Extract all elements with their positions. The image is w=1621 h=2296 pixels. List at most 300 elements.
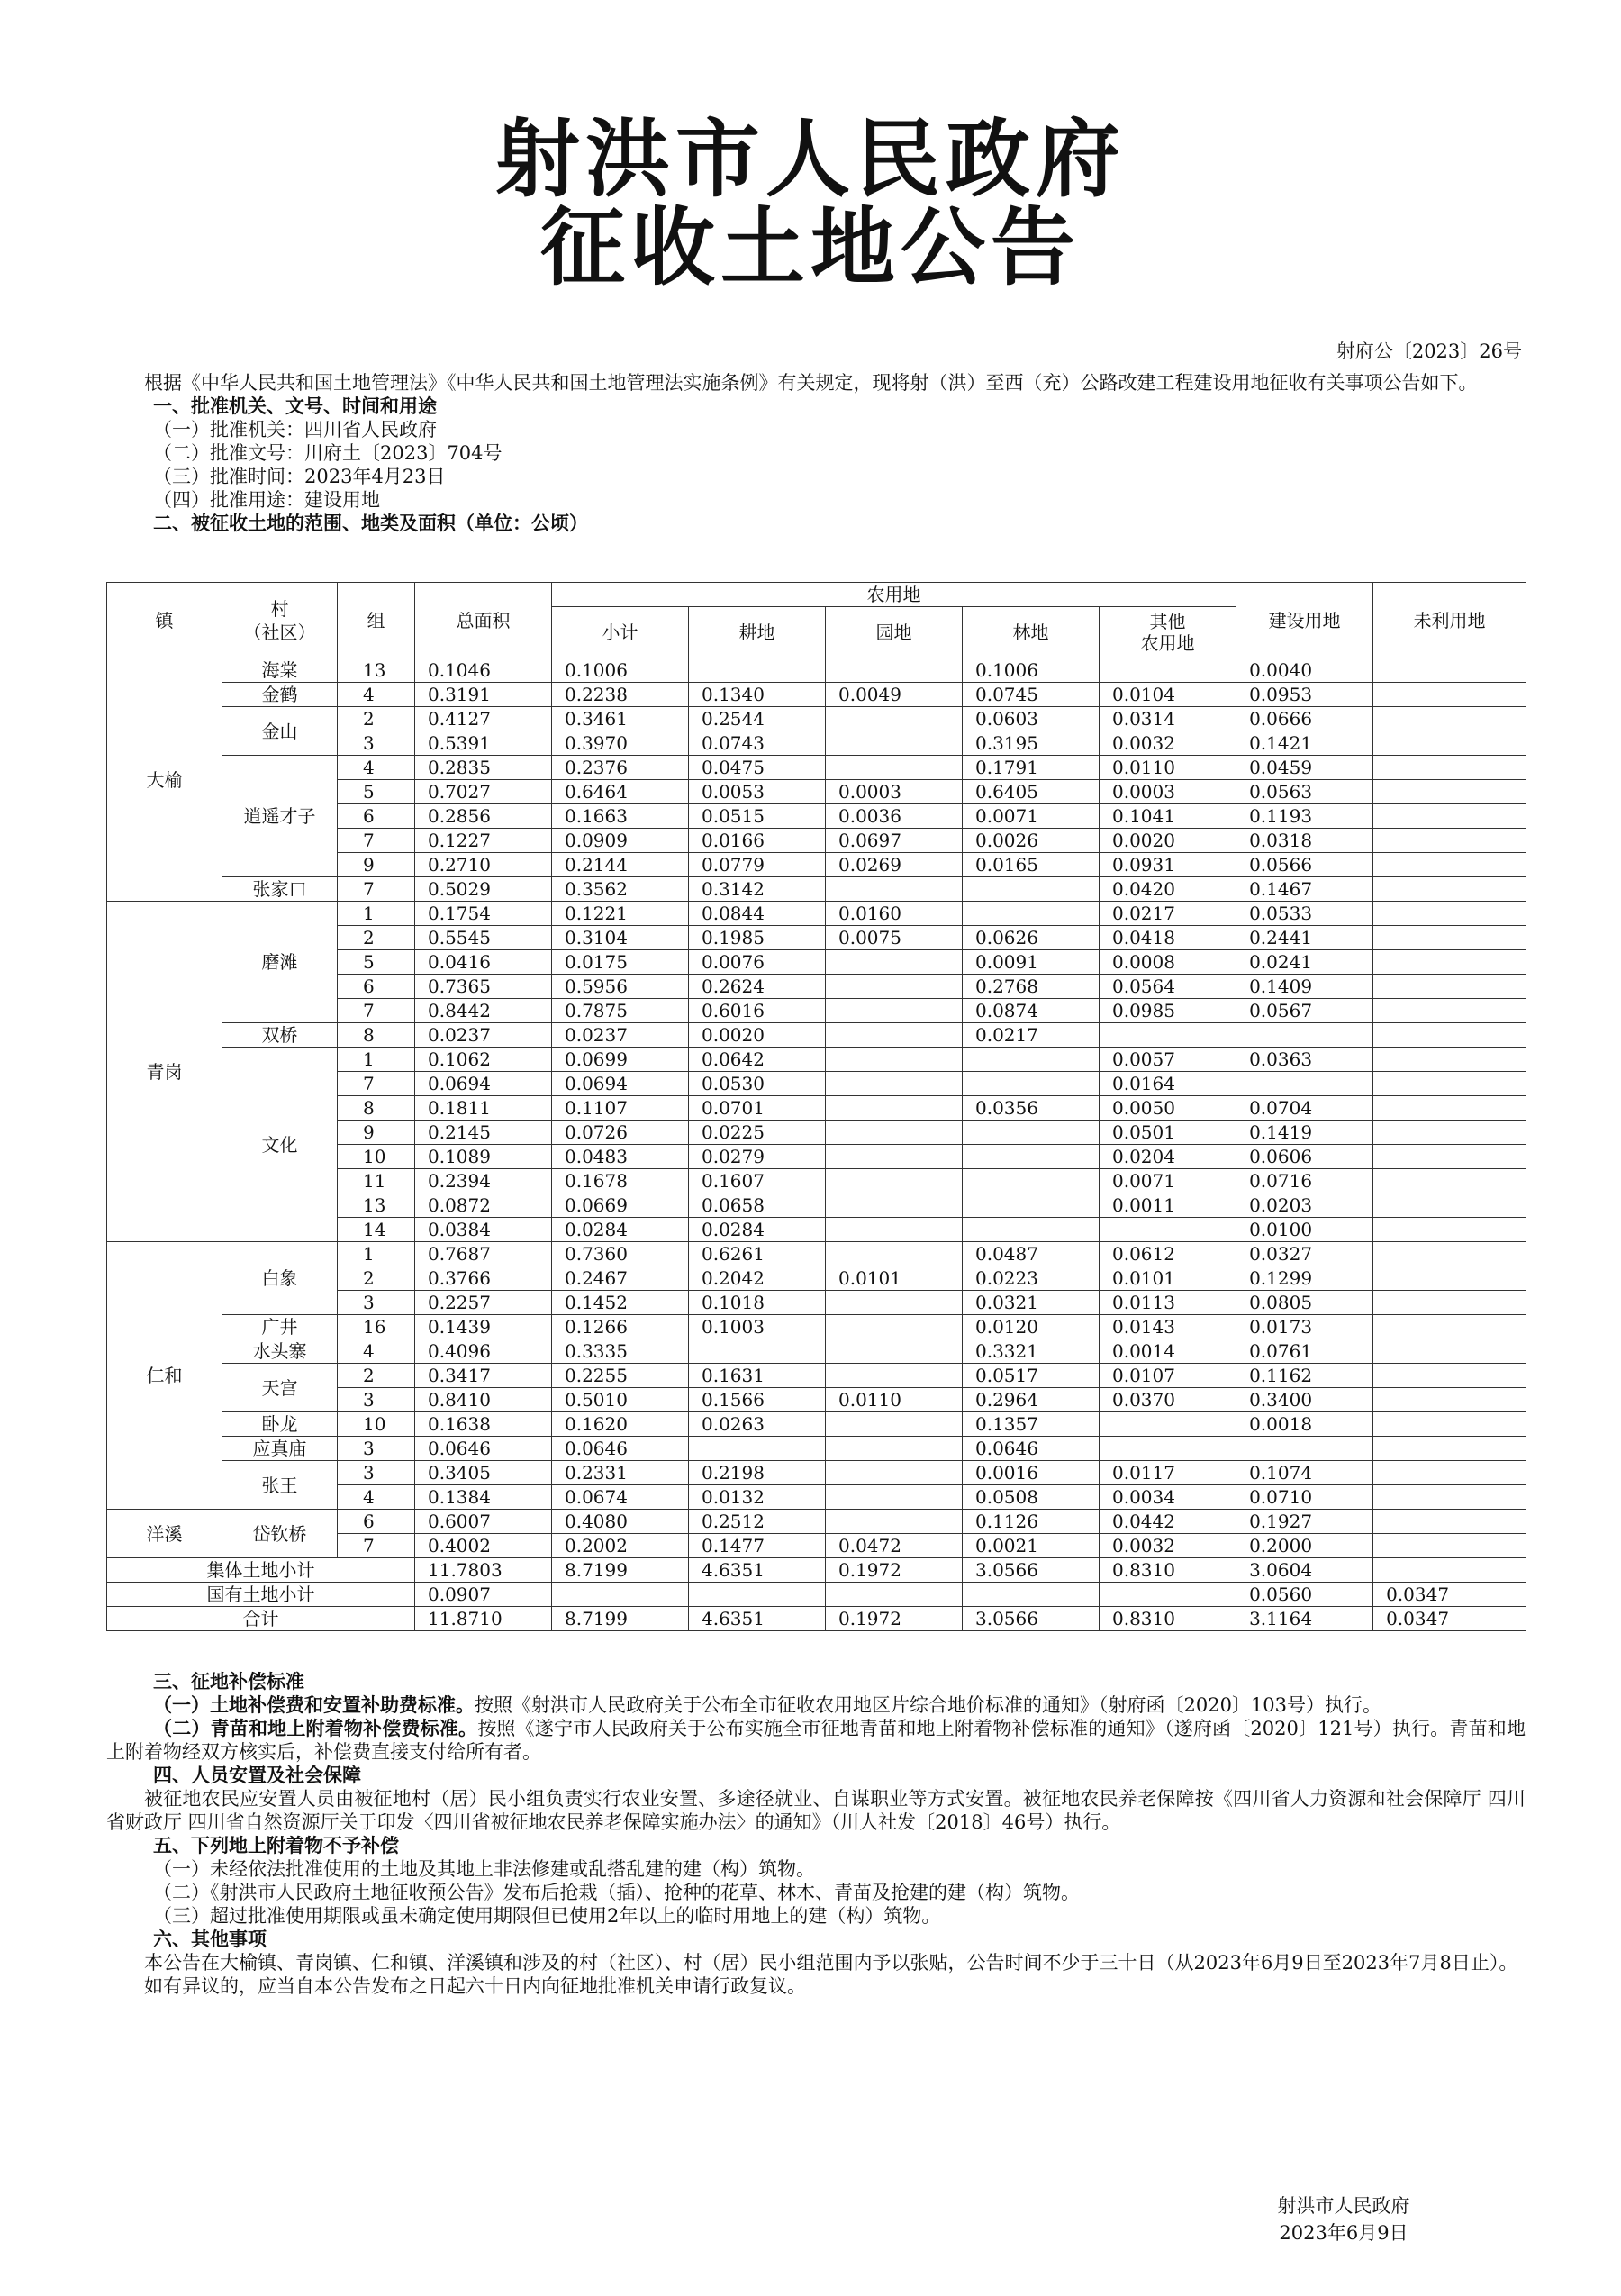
cell-value: 0.0626 (963, 926, 1100, 950)
summary-row (107, 1558, 1526, 1583)
cell-value: 0.0704 (1236, 1096, 1373, 1121)
section-4-heading: 四、人员安置及社会保障 (153, 1765, 361, 1786)
cell-value (826, 1242, 963, 1266)
cell-value: 0.0003 (826, 780, 963, 804)
cell-value (826, 999, 963, 1023)
cell-value: 0.5029 (415, 877, 552, 902)
cell-value: 0.0026 (963, 829, 1100, 853)
cell-value: 0.0011 (1100, 1193, 1236, 1218)
summary-value: 0.8310 (1100, 1607, 1236, 1631)
cell-value (1236, 1072, 1373, 1096)
cell-value (1373, 707, 1526, 731)
cell-value: 0.7365 (415, 975, 552, 999)
cell-value: 0.0745 (963, 683, 1100, 707)
cell-value (963, 1169, 1100, 1193)
cell-value: 0.0107 (1100, 1364, 1236, 1388)
cell-value: 0.1985 (689, 926, 826, 950)
cell-value: 0.1126 (963, 1510, 1100, 1534)
cell-value: 0.0418 (1100, 926, 1236, 950)
header-group: 组 (338, 583, 415, 658)
document-number: 射府公〔2023〕26号 (1336, 340, 1522, 362)
summary-value: 0.0560 (1236, 1583, 1373, 1607)
cell-group: 4 (338, 1339, 415, 1364)
cell-value: 0.1003 (689, 1315, 826, 1339)
cell-group: 3 (338, 731, 415, 756)
section-1-item: （三）批准时间：2023年4月23日 (153, 466, 446, 487)
cell-value (1373, 1242, 1526, 1266)
cell-value: 0.0508 (963, 1485, 1100, 1510)
cell-value: 0.0057 (1100, 1048, 1236, 1072)
cell-value (963, 1193, 1100, 1218)
summary-value: 11.7803 (415, 1558, 552, 1583)
cell-group: 5 (338, 780, 415, 804)
cell-value: 0.0646 (963, 1437, 1100, 1461)
cell-village: 海棠 (222, 658, 338, 683)
cell-value (826, 877, 963, 902)
cell-value: 0.1421 (1236, 731, 1373, 756)
cell-value: 0.6464 (552, 780, 689, 804)
summary-value (826, 1583, 963, 1607)
cell-value: 0.0515 (689, 804, 826, 829)
summary-row (107, 1583, 1526, 1607)
header-unused: 未利用地 (1373, 583, 1526, 658)
cell-value (1100, 1023, 1236, 1048)
summary-value (1100, 1583, 1236, 1607)
cell-value: 0.2512 (689, 1510, 826, 1534)
cell-value: 0.0416 (415, 950, 552, 975)
intro-paragraph: 根据《中华人民共和国土地管理法》《中华人民共和国土地管理法实施条例》有关规定，现将射（洪）至西（充）公路改建工程建设用地征收有关事项公告如下。 (144, 372, 1478, 394)
cell-value: 0.0321 (963, 1291, 1100, 1315)
cell-value: 0.1107 (552, 1096, 689, 1121)
cell-value (1373, 1193, 1526, 1218)
cell-group: 2 (338, 926, 415, 950)
cell-value (963, 877, 1100, 902)
cell-value: 0.0263 (689, 1412, 826, 1437)
cell-value (1373, 853, 1526, 877)
cell-group: 8 (338, 1096, 415, 1121)
cell-value: 0.1791 (963, 756, 1100, 780)
cell-value: 0.0132 (689, 1485, 826, 1510)
cell-value: 0.0674 (552, 1485, 689, 1510)
cell-value (826, 756, 963, 780)
cell-value (1100, 1437, 1236, 1461)
cell-value: 0.3400 (1236, 1388, 1373, 1412)
cell-group: 2 (338, 707, 415, 731)
cell-value: 0.3195 (963, 731, 1100, 756)
signature-block (1245, 2192, 1443, 2246)
cell-value: 0.2145 (415, 1121, 552, 1145)
cell-value: 0.0646 (552, 1437, 689, 1461)
section-1-heading: 一、批准机关、文号、时间和用途 (153, 395, 437, 417)
cell-value (1373, 902, 1526, 926)
cell-group: 13 (338, 1193, 415, 1218)
cell-value: 0.0018 (1236, 1412, 1373, 1437)
cell-value: 0.5956 (552, 975, 689, 999)
cell-value (826, 1145, 963, 1169)
cell-value (1373, 1169, 1526, 1193)
cell-value (963, 1218, 1100, 1242)
cell-value: 0.0008 (1100, 950, 1236, 975)
cell-group: 4 (338, 683, 415, 707)
cell-value: 0.0530 (689, 1072, 826, 1096)
cell-value: 0.0669 (552, 1193, 689, 1218)
section-5-heading: 五、下列地上附着物不予补偿 (153, 1835, 399, 1856)
cell-value (826, 1291, 963, 1315)
summary-value: 3.0566 (963, 1558, 1100, 1583)
cell-value (826, 1193, 963, 1218)
cell-value: 0.2856 (415, 804, 552, 829)
cell-group: 6 (338, 1510, 415, 1534)
table-row (107, 658, 1526, 683)
cell-value (1373, 683, 1526, 707)
cell-value: 0.1811 (415, 1096, 552, 1121)
cell-group: 8 (338, 1023, 415, 1048)
cell-value (1373, 1485, 1526, 1510)
cell-value: 0.0165 (963, 853, 1100, 877)
cell-value: 0.1409 (1236, 975, 1373, 999)
cell-value: 0.7687 (415, 1242, 552, 1266)
cell-value: 0.3191 (415, 683, 552, 707)
cell-value: 0.2002 (552, 1534, 689, 1558)
cell-value: 0.0805 (1236, 1291, 1373, 1315)
summary-label: 合计 (107, 1607, 415, 1631)
cell-value (1373, 731, 1526, 756)
cell-group: 3 (338, 1291, 415, 1315)
summary-value (552, 1583, 689, 1607)
cell-village: 白象 (222, 1242, 338, 1315)
cell-value (1373, 756, 1526, 780)
cell-value: 0.1384 (415, 1485, 552, 1510)
cell-value: 0.3104 (552, 926, 689, 950)
cell-group: 7 (338, 877, 415, 902)
cell-value: 0.1340 (689, 683, 826, 707)
land-table (106, 582, 1526, 1631)
cell-value: 0.0384 (415, 1218, 552, 1242)
cell-value (1373, 1121, 1526, 1145)
cell-value: 0.1299 (1236, 1266, 1373, 1291)
cell-value: 0.1566 (689, 1388, 826, 1412)
cell-value: 0.7360 (552, 1242, 689, 1266)
cell-value: 0.2000 (1236, 1534, 1373, 1558)
cell-value (826, 1218, 963, 1242)
cell-value (1100, 658, 1236, 683)
cell-value: 0.8442 (415, 999, 552, 1023)
cell-group: 2 (338, 1266, 415, 1291)
table-row (107, 1461, 1526, 1485)
cell-value: 0.8410 (415, 1388, 552, 1412)
cell-value: 0.0110 (1100, 756, 1236, 780)
cell-value: 0.0050 (1100, 1096, 1236, 1121)
table-row (107, 1023, 1526, 1048)
cell-value: 0.2198 (689, 1461, 826, 1485)
summary-label: 集体土地小计 (107, 1558, 415, 1583)
cell-village: 卧龙 (222, 1412, 338, 1437)
cell-value: 0.7875 (552, 999, 689, 1023)
cell-value: 0.0475 (689, 756, 826, 780)
cell-town: 大榆 (107, 658, 222, 902)
section-1-item: （二）批准文号：川府土〔2023〕704号 (153, 442, 503, 464)
cell-group: 2 (338, 1364, 415, 1388)
cell-value: 0.0710 (1236, 1485, 1373, 1510)
cell-value: 0.0501 (1100, 1121, 1236, 1145)
cell-value (826, 707, 963, 731)
cell-value: 0.0223 (963, 1266, 1100, 1291)
cell-value: 0.0034 (1100, 1485, 1236, 1510)
cell-value: 0.0642 (689, 1048, 826, 1072)
cell-group: 16 (338, 1315, 415, 1339)
cell-value: 0.1678 (552, 1169, 689, 1193)
table-row (107, 902, 1526, 926)
cell-value: 0.0931 (1100, 853, 1236, 877)
cell-value: 0.2544 (689, 707, 826, 731)
cell-group: 1 (338, 1242, 415, 1266)
cell-value: 0.0040 (1236, 658, 1373, 683)
cell-value (1373, 1412, 1526, 1437)
cell-value: 0.0237 (552, 1023, 689, 1048)
cell-value: 0.2257 (415, 1291, 552, 1315)
cell-value: 0.0483 (552, 1145, 689, 1169)
cell-value (1236, 1023, 1373, 1048)
cell-village: 逍遥才子 (222, 756, 338, 877)
header-total: 总面积 (415, 583, 552, 658)
cell-value (1373, 1023, 1526, 1048)
table-row (107, 1339, 1526, 1364)
cell-value: 0.4096 (415, 1339, 552, 1364)
cell-value: 0.4127 (415, 707, 552, 731)
cell-value: 0.0567 (1236, 999, 1373, 1023)
cell-value: 0.0241 (1236, 950, 1373, 975)
cell-village: 天宫 (222, 1364, 338, 1412)
cell-value (1373, 1072, 1526, 1096)
summary-value: 11.8710 (415, 1607, 552, 1631)
cell-village: 广井 (222, 1315, 338, 1339)
summary-value: 0.8310 (1100, 1558, 1236, 1583)
summary-value (1373, 1558, 1526, 1583)
header-other-agri: 其他 农用地 (1100, 607, 1236, 658)
cell-value: 0.0363 (1236, 1048, 1373, 1072)
cell-value (826, 731, 963, 756)
cell-value: 0.1227 (415, 829, 552, 853)
cell-village: 文化 (222, 1048, 338, 1242)
cell-value: 0.2441 (1236, 926, 1373, 950)
summary-value (689, 1583, 826, 1607)
summary-value: 3.0604 (1236, 1558, 1373, 1583)
summary-value: 8.7199 (552, 1607, 689, 1631)
cell-village: 水头寨 (222, 1339, 338, 1364)
header-garden: 园地 (826, 607, 963, 658)
cell-value: 0.0101 (1100, 1266, 1236, 1291)
summary-value: 3.0566 (963, 1607, 1100, 1631)
cell-value: 0.0726 (552, 1121, 689, 1145)
table-row (107, 756, 1526, 780)
summary-value: 0.0907 (415, 1583, 552, 1607)
cell-value: 0.4002 (415, 1534, 552, 1558)
table-row (107, 1315, 1526, 1339)
cell-value: 0.3766 (415, 1266, 552, 1291)
cell-village: 张王 (222, 1461, 338, 1510)
cell-value: 0.0606 (1236, 1145, 1373, 1169)
cell-value: 0.0166 (689, 829, 826, 853)
cell-value: 0.0075 (826, 926, 963, 950)
cell-group: 3 (338, 1388, 415, 1412)
cell-group: 4 (338, 756, 415, 780)
cell-value: 0.2394 (415, 1169, 552, 1193)
summary-label: 国有土地小计 (107, 1583, 415, 1607)
cell-value: 0.2768 (963, 975, 1100, 999)
cell-group: 11 (338, 1169, 415, 1193)
cell-value: 0.3142 (689, 877, 826, 902)
title-line-2: 征收土地公告 (539, 198, 1081, 297)
table-row (107, 683, 1526, 707)
cell-value (1373, 1315, 1526, 1339)
cell-value: 0.0091 (963, 950, 1100, 975)
header-village: 村 （社区） (222, 583, 338, 658)
cell-value: 0.0442 (1100, 1510, 1236, 1534)
sections-block (106, 1670, 1526, 1998)
cell-value: 0.0563 (1236, 780, 1373, 804)
cell-value: 0.1754 (415, 902, 552, 926)
cell-value (1373, 1364, 1526, 1388)
cell-value: 0.3321 (963, 1339, 1100, 1364)
cell-town: 仁和 (107, 1242, 222, 1510)
cell-value: 0.0175 (552, 950, 689, 975)
cell-value (826, 1461, 963, 1485)
cell-value: 0.0603 (963, 707, 1100, 731)
cell-value (1373, 1145, 1526, 1169)
cell-group: 13 (338, 658, 415, 683)
cell-value (826, 1485, 963, 1510)
signature-org: 射洪市人民政府 (1277, 2195, 1410, 2217)
cell-value: 0.0564 (1100, 975, 1236, 999)
summary-value: 0.0347 (1373, 1583, 1526, 1607)
cell-value: 0.2710 (415, 853, 552, 877)
section-3-para-1: （一）土地补偿费和安置补助费标准。按照《射洪市人民政府关于公布全市征收农用地区片综合地价标准的通知》（射府函〔2020〕103号）执行。 (153, 1694, 1382, 1716)
cell-value: 0.0049 (826, 683, 963, 707)
cell-value: 0.1631 (689, 1364, 826, 1388)
cell-value (1373, 1266, 1526, 1291)
section-5-item: （一）未经依法批准使用的土地及其地上非法修建或乱搭乱建的建（构）筑物。 (153, 1858, 815, 1880)
cell-value (1373, 1291, 1526, 1315)
cell-value (1373, 1388, 1526, 1412)
cell-value: 0.0225 (689, 1121, 826, 1145)
cell-value: 0.2835 (415, 756, 552, 780)
cell-value (826, 1339, 963, 1364)
section-5-item: （三）超过批准使用期限或虽未确定使用期限但已使用2年以上的临时用地上的建（构）筑物。 (153, 1905, 941, 1927)
cell-group: 9 (338, 1121, 415, 1145)
cell-value (826, 1510, 963, 1534)
cell-value (826, 1315, 963, 1339)
cell-value: 0.2144 (552, 853, 689, 877)
table-row (107, 1437, 1526, 1461)
cell-value: 0.0472 (826, 1534, 963, 1558)
table-row (107, 1510, 1526, 1534)
cell-value: 0.0237 (415, 1023, 552, 1048)
cell-value: 0.2376 (552, 756, 689, 780)
cell-village: 张家口 (222, 877, 338, 902)
cell-value: 0.2624 (689, 975, 826, 999)
cell-value (1373, 926, 1526, 950)
cell-value: 0.6261 (689, 1242, 826, 1266)
cell-value: 0.1006 (552, 658, 689, 683)
cell-value: 0.2964 (963, 1388, 1100, 1412)
table-row (107, 1412, 1526, 1437)
header-construction: 建设用地 (1236, 583, 1373, 658)
cell-value: 0.0032 (1100, 731, 1236, 756)
section-3-heading: 三、征地补偿标准 (153, 1671, 304, 1693)
cell-value: 0.0716 (1236, 1169, 1373, 1193)
cell-value: 0.1357 (963, 1412, 1100, 1437)
cell-value (1373, 1048, 1526, 1072)
cell-value: 0.1927 (1236, 1510, 1373, 1534)
cell-value: 0.1046 (415, 658, 552, 683)
cell-group: 5 (338, 950, 415, 975)
cell-value (1373, 1461, 1526, 1485)
cell-value (1373, 780, 1526, 804)
cell-value: 0.0020 (689, 1023, 826, 1048)
cell-value: 0.0985 (1100, 999, 1236, 1023)
cell-value (1373, 1510, 1526, 1534)
cell-group: 7 (338, 1072, 415, 1096)
cell-group: 7 (338, 999, 415, 1023)
summary-value: 4.6351 (689, 1558, 826, 1583)
section-1-item: （四）批准用途：建设用地 (153, 489, 380, 511)
summary-value: 0.1972 (826, 1558, 963, 1583)
cell-value: 0.6016 (689, 999, 826, 1023)
cell-value: 0.0104 (1100, 683, 1236, 707)
cell-value: 0.3417 (415, 1364, 552, 1388)
cell-value: 0.0356 (963, 1096, 1100, 1121)
cell-value: 0.0694 (552, 1072, 689, 1096)
title-line-1: 射洪市人民政府 (494, 110, 1126, 209)
cell-value: 0.0164 (1100, 1072, 1236, 1096)
cell-value: 0.1193 (1236, 804, 1373, 829)
cell-value: 0.0872 (415, 1193, 552, 1218)
table-row (107, 1364, 1526, 1388)
signature-date: 2023年6月9日 (1279, 2222, 1408, 2244)
cell-value: 0.0666 (1236, 707, 1373, 731)
cell-value: 0.1041 (1100, 804, 1236, 829)
cell-value: 0.0318 (1236, 829, 1373, 853)
cell-value (826, 1169, 963, 1193)
cell-value: 0.3335 (552, 1339, 689, 1364)
cell-value (963, 1145, 1100, 1169)
header-cultivated: 耕地 (689, 607, 826, 658)
intro-block (106, 371, 1526, 535)
section-3-para-2: （二）青苗和地上附着物补偿费标准。按照《遂宁市人民政府关于公布实施全市征地青苗和地上附着物补偿标准的通知》（遂府函〔2020〕121号）执行。青苗和地上附着物经双方核实后，补偿费直接支付给所有者。 (106, 1718, 1526, 1763)
cell-value: 0.0517 (963, 1364, 1100, 1388)
cell-value (963, 1048, 1100, 1072)
cell-value: 0.0076 (689, 950, 826, 975)
cell-group: 10 (338, 1145, 415, 1169)
cell-value: 0.1477 (689, 1534, 826, 1558)
cell-value: 0.0459 (1236, 756, 1373, 780)
summary-value: 4.6351 (689, 1607, 826, 1631)
cell-value: 0.0217 (963, 1023, 1100, 1048)
header-subtotal: 小计 (552, 607, 689, 658)
cell-value: 0.0173 (1236, 1315, 1373, 1339)
cell-value (1373, 658, 1526, 683)
table-body (107, 658, 1526, 1631)
cell-group: 9 (338, 853, 415, 877)
cell-group: 1 (338, 902, 415, 926)
cell-group: 14 (338, 1218, 415, 1242)
cell-value (1373, 950, 1526, 975)
cell-village: 双桥 (222, 1023, 338, 1048)
cell-value: 0.0021 (963, 1534, 1100, 1558)
cell-group: 7 (338, 1534, 415, 1558)
cell-value: 0.0284 (689, 1218, 826, 1242)
cell-value: 0.3461 (552, 707, 689, 731)
